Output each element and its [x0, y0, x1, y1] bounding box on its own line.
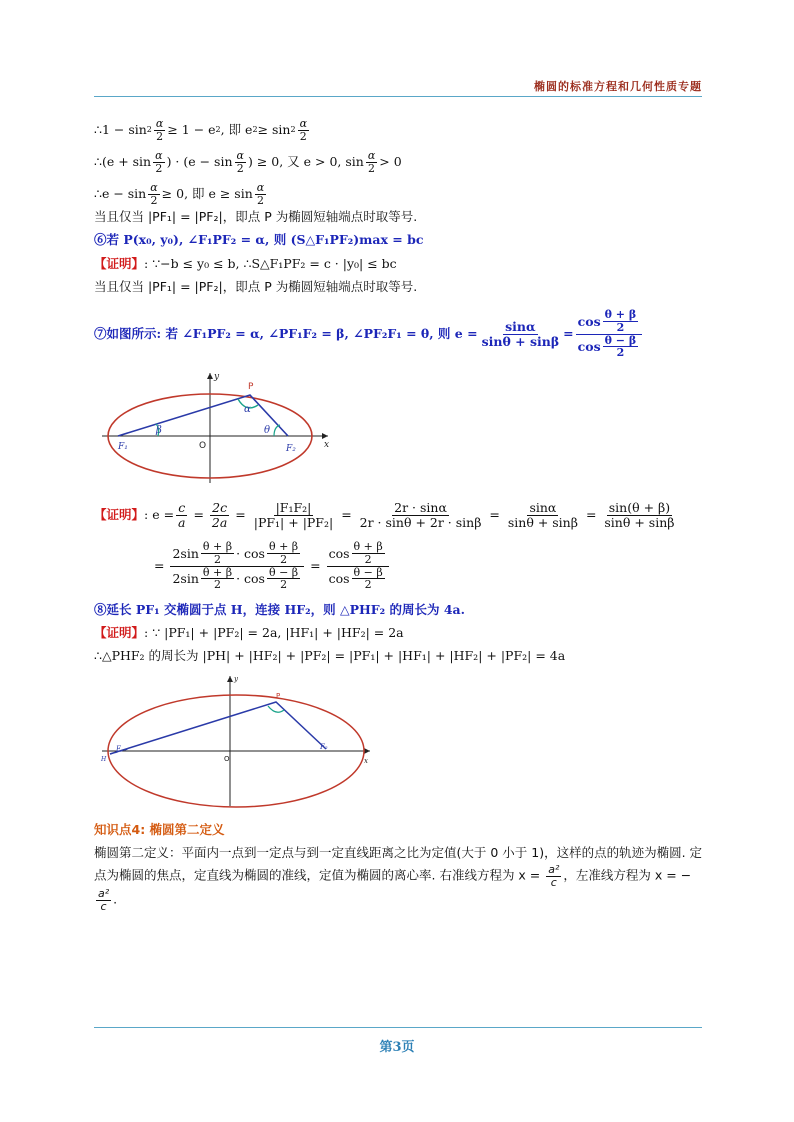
ellipse-diagram	[98, 369, 334, 489]
item7-title: ⑦如图所示: 若 ∠F₁PF₂ = α, ∠PF₁F₂ = β, ∠PF₂F₁ = θ, 则 e = $\frac{\sin\alpha}{\sin\theta + \sin\beta}$ = cos $\frac{\theta + \beta}{2}$ cos $\frac{\theta - \beta}{2}$	[94, 306, 644, 362]
fraction: $\frac{\alpha}{2}$	[236, 149, 244, 175]
label-y: y	[234, 675, 238, 683]
focal-triangle	[118, 395, 288, 436]
label-O: O	[199, 441, 207, 451]
equality-condition: 当且仅当 |PF₁| = |PF₂|，即点 P 为椭圆短轴端点时取等号.	[94, 209, 418, 224]
fraction: $\frac{\alpha}{2}$	[155, 149, 163, 175]
label-P: P	[248, 382, 254, 392]
fraction: $\frac{\sin\alpha}{\sin\theta + \sin\beta}$	[507, 500, 578, 530]
text: ≥ sin	[257, 122, 291, 138]
label-theta: θ	[264, 425, 271, 436]
fraction: $\frac{\alpha}{2}$	[367, 149, 376, 175]
fraction: $\frac{\alpha}{2}$	[155, 117, 164, 143]
fraction: $\frac{\alpha}{2}$	[150, 181, 158, 207]
item8-conclusion: ∴△PHF₂ 的周长为 |PH| + |HF₂| + |PF₂| = |PF₁| + |HF₁| + |HF₂| + |PF₂| = 4a	[94, 648, 566, 663]
item7-proof-line-2: = 2sin $\frac{\theta + \beta}{2}$ · cos $\frac{\theta + \beta}{2}$ 2sin $\frac{\theta + \beta}{2}$ · cos $\frac{\theta - \beta}{2}$ = cos $\frac{\theta + \beta}{2}$ cos $\frac{\theta - \beta}{2}$	[154, 540, 391, 592]
fraction: $\frac{c}{a}$	[178, 500, 186, 530]
header-title: 椭圆的标准方程和几何性质专题	[534, 80, 702, 93]
fraction: $\frac{\sin\alpha}{\sin\theta + \sin\beta}$	[481, 319, 560, 349]
fraction: $\frac{\alpha}{2}$	[256, 181, 265, 207]
label-alpha: α	[244, 404, 251, 415]
ellipse-figure-2	[98, 672, 375, 810]
proof-tag: 【证明】	[94, 507, 145, 522]
text: ≥ 0, 即 e ≥ sin	[161, 186, 253, 202]
label-y: y	[214, 372, 220, 382]
label-x: x	[324, 440, 330, 450]
text: ) · (e − sin	[166, 154, 233, 170]
text: ∴e − sin	[94, 186, 147, 202]
fraction: $\frac{\text{|F₁F₂|}}{\text{|PF₁| + |PF₂|}}$	[253, 500, 334, 530]
derivation-line-3	[94, 182, 268, 206]
text: > 0	[379, 154, 402, 170]
text: ∴(e + sin	[94, 154, 152, 170]
header-rule	[94, 96, 702, 97]
fraction: 2sin $\frac{\theta + \beta}{2}$ · cos $\frac{\theta + \beta}{2}$ 2sin $\frac{\theta + \beta}{2}$ · cos $\frac{\theta - \beta}{2}$	[170, 541, 304, 590]
fraction: cos $\frac{\theta + \beta}{2}$ cos $\frac{\theta - \beta}{2}$	[327, 541, 389, 590]
fraction: $\frac{\text{a²}}{c}$	[548, 863, 560, 889]
item6-proof	[94, 256, 397, 272]
item8-proof	[94, 625, 404, 641]
derivation-line-2	[94, 150, 402, 174]
ellipse-diagram	[98, 672, 375, 810]
item6-note: 当且仅当 |PF₁| = |PF₂|，即点 P 为椭圆短轴端点时取等号.	[94, 279, 418, 294]
ellipse-figure-1	[98, 369, 334, 489]
label-P: P	[276, 692, 281, 700]
label-beta: β	[156, 425, 162, 436]
fraction: cos $\frac{\theta + \beta}{2}$ cos $\frac{\theta - \beta}{2}$	[576, 309, 643, 358]
label-x: x	[364, 757, 368, 765]
proof-tag: 【证明】	[94, 256, 145, 271]
proof-text: : ∵ |PF₁| + |PF₂| = 2a, |HF₁| + |HF₂| = 2a	[144, 625, 404, 640]
section4-title: 知识点4: 椭圆第二定义	[94, 822, 225, 837]
label-H: H	[101, 756, 107, 763]
focal-triangle	[110, 702, 326, 754]
title-text: ⑦如图所示: 若 ∠F₁PF₂ = α, ∠PF₁F₂ = β, ∠PF₂F₁ = θ, 则 e =	[94, 326, 478, 341]
fraction: $\frac{\text{a²}}{c}$	[98, 887, 110, 913]
label-F1: F	[116, 745, 121, 753]
fraction: $\frac{2r \cdot \sin\alpha}{2r \cdot \sin\theta + 2r \cdot \sin\beta}$	[359, 500, 482, 530]
text: , 即 e	[220, 122, 253, 138]
proof-tag: 【证明】	[94, 625, 145, 640]
fraction: $\frac{2c}{2a}$	[211, 500, 228, 530]
label-F1: F₁	[118, 442, 128, 452]
item7-proof-line-1: 【证明】 : e = $\frac{c}{a}$ = $\frac{2c}{2a}$ = $\frac{\text{|F₁F₂|}}{\text{|PF₁| + |PF₂|}}$ = $\frac{2r \cdot \sin\alpha}{2r \cdot \sin\theta + 2r \cdot \sin\beta}$ = $\frac{\sin\alpha}{\sin\theta + \sin\beta}$ = $\frac{\sin(\theta + \beta)}{\sin\theta + \sin\beta}$	[94, 500, 675, 530]
item6-title: ⑥若 P(x₀, y₀), ∠F₁PF₂ = α, 则 (S△F₁PF₂)max = bc	[94, 232, 424, 247]
label-O: O	[224, 755, 230, 763]
proof-text: : ∵−b ≤ y₀ ≤ b, ∴S△F₁PF₂ = c · |y₀| ≤ bc	[144, 256, 397, 271]
text: ∴1 − sin	[94, 122, 147, 138]
text: ≥ 1 − e	[167, 122, 216, 138]
derivation-line-1: ∴1 − sin 2 $\frac{\alpha}{2}$ ≥ 1 − e 2 , 即 e 2 ≥ sin 2 $\frac{\alpha}{2}$	[94, 117, 308, 143]
text: ) ≥ 0, 又 e > 0, sin	[247, 154, 364, 170]
label-F2: F₂	[286, 444, 296, 454]
page-number: 第3页	[379, 1040, 415, 1055]
fraction: $\frac{\sin(\theta + \beta)}{\sin\theta + \sin\beta}$	[604, 500, 675, 530]
item8-title: ⑧延长 PF₁ 交椭圆于点 H，连接 HF₂，则 △PHF₂ 的周长为 4a.	[94, 602, 466, 617]
label-F2: F₂	[320, 743, 328, 751]
section4-paragraph: 椭圆第二定义：平面内一点到一定点与到一定直线距离之比为定值(大于 0 小于 1)，这样的点的轨迹为椭圆. 定点为椭圆的焦点，定直线为椭圆的准线，定值为椭圆的离心率. 右准线方程为 x = $\frac{\text{a²}}{c}$ ，左准线方程为 x = − $\frac{\text{a²}}{c}$ .	[94, 845, 703, 913]
footer-rule	[94, 1027, 702, 1028]
fraction: $\frac{\alpha}{2}$	[299, 117, 308, 143]
